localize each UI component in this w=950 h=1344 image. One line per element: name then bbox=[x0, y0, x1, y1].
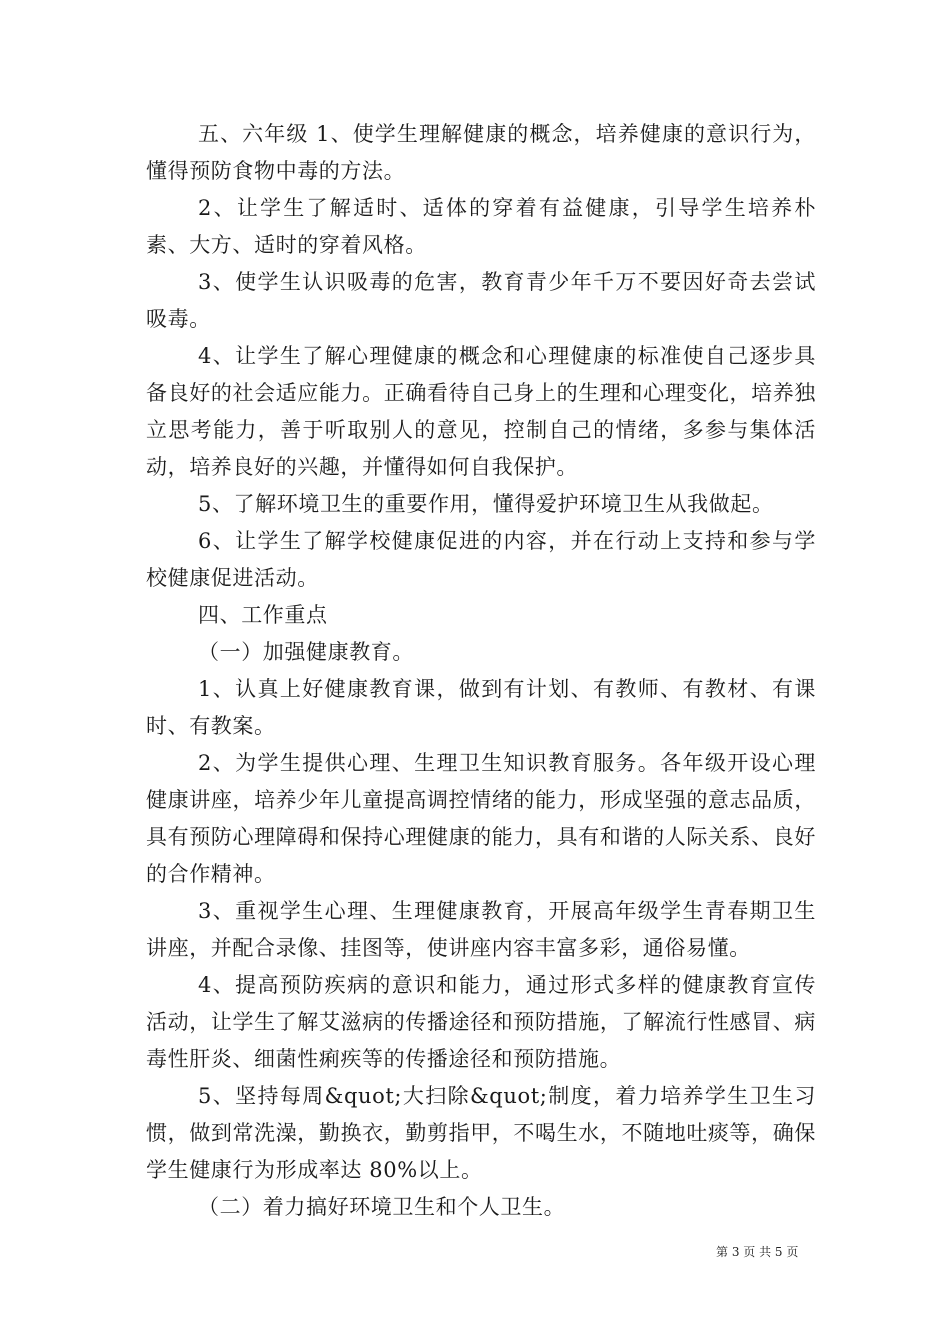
paragraph-grade-5-6-item-1: 五、六年级 1、使学生理解健康的概念，培养健康的意识行为，懂得预防食物中毒的方法。 bbox=[146, 122, 816, 183]
page-number-footer: 第 3 页 共 5 页 bbox=[716, 1245, 799, 1259]
subsection-heading-health-education: （一）加强健康教育。 bbox=[198, 640, 414, 664]
paragraph-item-5-environment: 5、了解环境卫生的重要作用，懂得爱护环境卫生从我做起。 bbox=[198, 492, 774, 516]
subsection-heading-hygiene: （二）着力搞好环境卫生和个人卫生。 bbox=[198, 1195, 566, 1219]
document-body bbox=[146, 116, 816, 1226]
paragraph-disease-prevention: 4、提高预防疾病的意识和能力，通过形式多样的健康教育宣传活动，让学生了解艾滋病的传播途径和预防措施，了解流行性感冒、病毒性肝炎、细菌性痢疾等的传播途径和预防措施。 bbox=[146, 973, 816, 1071]
paragraph-item-6-school-health: 6、让学生了解学校健康促进的内容，并在行动上支持和参与学校健康促进活动。 bbox=[146, 529, 816, 590]
paragraph-weekly-cleaning: 5、坚持每周&quot;大扫除&quot;制度，着力培养学生卫生习惯，做到常洗澡，勤换衣，勤剪指甲，不喝生水，不随地吐痰等，确保学生健康行为形成率达 80%以上。 bbox=[146, 1084, 816, 1182]
paragraph-psychology-service: 2、为学生提供心理、生理卫生知识教育服务。各年级开设心理健康讲座，培养少年儿童提高调控情绪的能力，形成坚强的意志品质，具有预防心理障碍和保持心理健康的能力，具有和谐的人际关系、良好的合作精神。 bbox=[146, 751, 816, 886]
paragraph-puberty-lecture: 3、重视学生心理、生理健康教育，开展高年级学生青春期卫生讲座，并配合录像、挂图等，使讲座内容丰富多彩，通俗易懂。 bbox=[146, 899, 816, 960]
paragraph-item-3-drugs: 3、使学生认识吸毒的危害，教育青少年千万不要因好奇去尝试吸毒。 bbox=[146, 270, 816, 331]
paragraph-item-4-mental-health: 4、让学生了解心理健康的概念和心理健康的标准使自己逐步具备良好的社会适应能力。正确看待自己身上的生理和心理变化，培养独立思考能力，善于听取别人的意见，控制自己的情绪，多参与集体活动，培养良好的兴趣，并懂得如何自我保护。 bbox=[146, 344, 816, 479]
section-heading-work-focus: 四、工作重点 bbox=[198, 603, 328, 627]
paragraph-health-course: 1、认真上好健康教育课，做到有计划、有教师、有教材、有课时、有教案。 bbox=[146, 677, 816, 738]
paragraph-item-2-clothing: 2、让学生了解适时、适体的穿着有益健康，引导学生培养朴素、大方、适时的穿着风格。 bbox=[146, 196, 816, 257]
